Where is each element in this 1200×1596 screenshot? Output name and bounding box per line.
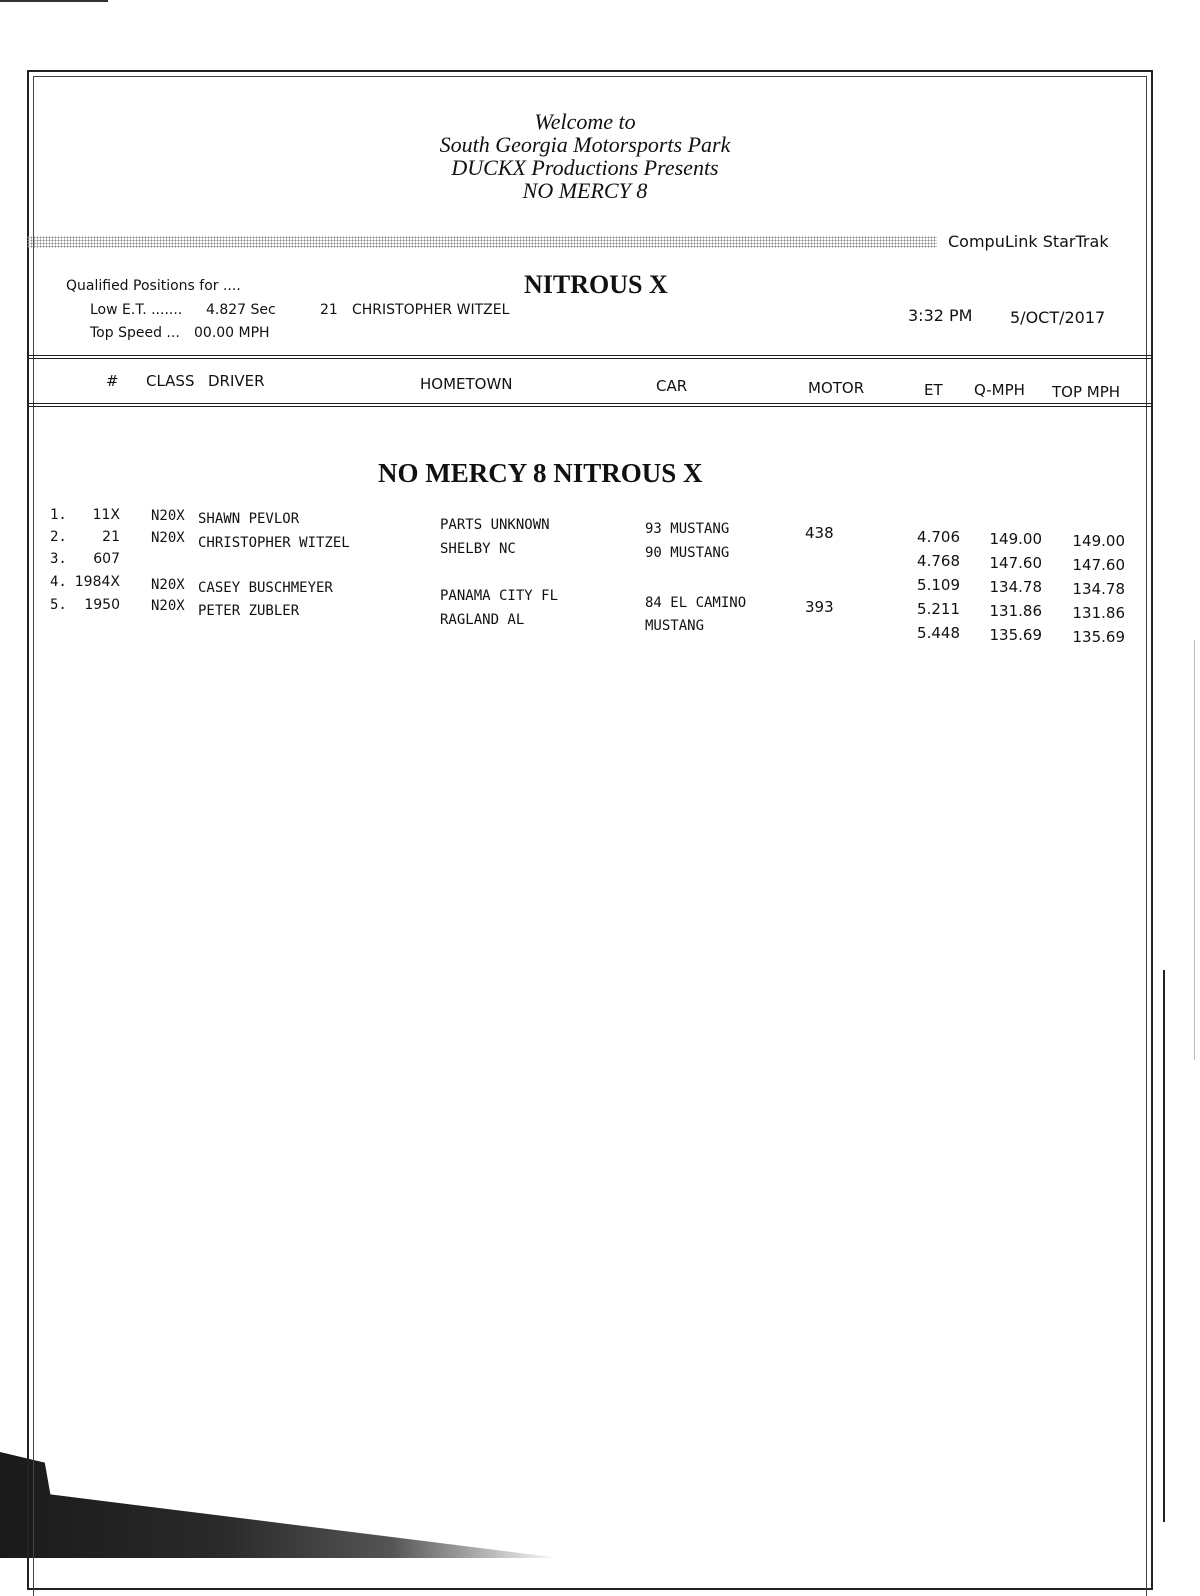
page-frame-inner: [33, 76, 1147, 1596]
hometown: RAGLAND AL: [440, 612, 525, 628]
car-model: 93 MUSTANG: [645, 521, 730, 537]
vendor-label: CompuLink StarTrak: [948, 232, 1109, 251]
qmph-value: 134.78: [989, 578, 1042, 596]
low-et-value: 4.827 Sec: [206, 302, 276, 318]
header-line-1: Welcome to: [534, 109, 636, 134]
low-et-car-number: 21: [320, 302, 338, 318]
driver-name: CHRISTOPHER WITZEL: [198, 535, 350, 551]
car-model: 90 MUSTANG: [645, 545, 730, 561]
car-number: 1984X: [74, 574, 120, 590]
low-et-driver: CHRISTOPHER WITZEL: [352, 302, 510, 318]
divider: [27, 406, 1151, 407]
qualified-label: Qualified Positions for ....: [66, 278, 241, 294]
car-model: MUSTANG: [645, 618, 705, 634]
low-et-label: Low E.T. .......: [90, 302, 183, 318]
header-line-4: NO MERCY 8: [522, 178, 648, 203]
motor: 438: [805, 524, 834, 542]
hometown: SHELBY NC: [440, 541, 516, 557]
entry-class: N20X: [151, 530, 185, 546]
divider: [27, 403, 1151, 404]
position-number: 3.: [50, 551, 67, 567]
top-speed-label: Top Speed ...: [90, 325, 180, 341]
column-header-et: ET: [924, 381, 943, 399]
column-header-number: #: [106, 372, 119, 390]
driver-name: PETER ZUBLER: [198, 603, 300, 619]
column-header-top-mph: TOP MPH: [1052, 383, 1121, 401]
header-line-2: South Georgia Motorsports Park: [439, 132, 731, 157]
column-header-car: CAR: [656, 377, 688, 395]
car-model: 84 EL CAMINO: [645, 595, 747, 611]
position-number: 4.: [50, 574, 67, 590]
header-line-3: DUCKX Productions Presents: [451, 155, 719, 180]
top-mph-value: 147.60: [1072, 556, 1125, 574]
et-value: 5.211: [917, 600, 960, 618]
dotted-separator: [27, 236, 937, 248]
qmph-value: 149.00: [989, 530, 1042, 548]
scan-edge-line: [1194, 640, 1195, 1060]
column-header-motor: MOTOR: [808, 379, 865, 397]
driver-name: CASEY BUSCHMEYER: [198, 580, 333, 596]
position-number: 2.: [50, 529, 67, 545]
top-mph-value: 134.78: [1072, 580, 1125, 598]
column-header-class: CLASS: [146, 372, 195, 390]
top-speed-value: 00.00 MPH: [194, 325, 270, 341]
class-title: NITROUS X: [524, 270, 668, 299]
column-header-driver: DRIVER: [208, 372, 265, 390]
top-mph-value: 149.00: [1072, 532, 1125, 550]
hometown: PARTS UNKNOWN: [440, 517, 550, 533]
event-header: [0, 110, 1170, 202]
column-header-qmph: Q-MPH: [974, 381, 1025, 399]
car-number: 21: [102, 529, 120, 545]
entry-class: N20X: [151, 577, 185, 593]
entry-class: N20X: [151, 598, 185, 614]
divider: [27, 355, 1151, 356]
qmph-value: 135.69: [989, 626, 1042, 644]
position-number: 5.: [50, 597, 67, 613]
hometown: PANAMA CITY FL: [440, 588, 559, 604]
et-value: 5.109: [917, 576, 960, 594]
car-number: 1950: [84, 597, 120, 613]
position-number: 1.: [50, 507, 67, 523]
column-header-hometown: HOMETOWN: [420, 375, 513, 393]
driver-name: SHAWN PEVLOR: [198, 511, 300, 527]
report-time: 3:32 PM: [908, 306, 973, 325]
section-title: NO MERCY 8 NITROUS X: [378, 458, 703, 488]
entry-class: N20X: [151, 508, 185, 524]
car-number: 11X: [92, 507, 120, 523]
et-value: 4.706: [917, 528, 960, 546]
car-number: 607: [93, 551, 120, 567]
scan-edge-line: [1163, 970, 1165, 1522]
qmph-value: 147.60: [989, 554, 1042, 572]
et-value: 4.768: [917, 552, 960, 570]
qmph-value: 131.86: [989, 602, 1042, 620]
et-value: 5.448: [917, 624, 960, 642]
divider: [27, 358, 1151, 359]
top-mph-value: 135.69: [1072, 628, 1125, 646]
report-date: 5/OCT/2017: [1010, 308, 1106, 327]
scan-mark: [0, 0, 108, 2]
motor: 393: [805, 598, 834, 616]
top-mph-value: 131.86: [1072, 604, 1125, 622]
